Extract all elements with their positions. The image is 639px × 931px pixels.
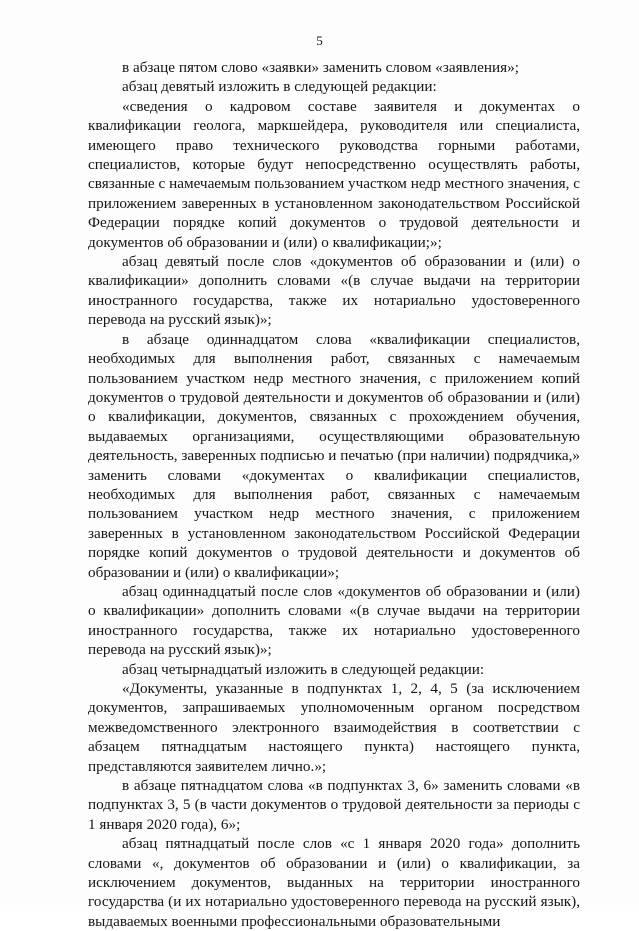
paragraph-2: абзац девятый изложить в следующей редакции: <box>122 78 437 96</box>
paragraph-4: абзац девятый после слов «документов об образовании и (или) о квалификации» дополнить словами «(в случае выдачи на территории иностранного государства, также их нотариально удостоверенного перевода на русский язык)»; <box>88 253 580 329</box>
paragraph-3: «сведения о кадровом составе заявителя и документах о квалификации геолога, маркшейдера, руководителя или специалиста, имеющего право технического руководства горными работами, специалистов, которые будут непосредственно осуществлять работы, связанные с намечаемым пользованием участком недр местного значения, с приложением заверенных в установленном законодательством Российской Федерации порядке копий документов о трудовой деятельности и документов об образовании и (или) о квалификации;»; <box>88 97 580 251</box>
document-body <box>88 58 580 931</box>
paragraph-10: абзац пятнадцатый после слов «с 1 января 2020 года» дополнить словами «, документов об образовании и (или) о квалификации, за исключением документов, выданных на территории иностранного государства (и их нотариально удостоверенного перевода на русский язык), выдаваемых военными профессиональными образовательными <box>88 835 580 930</box>
paragraph-6: абзац одиннадцатый после слов «документов об образовании и (или) о квалификации» дополнить словами «(в случае выдачи на территории иностранного государства, также их нотариально удостоверенного перевода на русский язык)»; <box>88 582 580 659</box>
paragraph-9: в абзаце пятнадцатом слова «в подпунктах 3, 6» заменить словами «в подпунктах 3, 5 (в части документов о трудовой деятельности за периоды с 1 января 2020 года), 6»; <box>88 777 580 833</box>
paragraph-1: в абзаце пятом слово «заявки» заменить словом «заявления»; <box>122 59 519 76</box>
page-number: 5 <box>316 33 323 48</box>
paragraph-5: в абзаце одиннадцатом слова «квалификации специалистов, необходимых для выполнения работ, связанных с намечаемым пользованием участком недр местного значения, с приложением копий документов о трудовой деятельности и документов об образовании и (или) о квалификации, документов, связанных с прохождением обучения, выдаваемых организациями, осуществляющими образовательную деятельность, заверенных подписью и печатью (при наличии) подрядчика,» заменить словами «документах о квалификации специалистов, необходимых для выполнения работ, связанных с намечаемым пользованием участком недр местного значения, с приложением заверенных в установленном законодательством Российской Федерации порядке копий документов о трудовой деятельности и документов об образовании и (или) о квалификации»; <box>88 330 580 581</box>
paragraph-8: «Документы, указанные в подпунктах 1, 2, 4, 5 (за исключением документов, запрашиваемых уполномоченным органом посредством межведомственного электронного взаимодействия в соответствии с абзацем пятнадцатым настоящего пункта) настоящего пункта, представляются заявителем лично.»; <box>88 680 580 775</box>
paragraph-7: абзац четырнадцатый изложить в следующей редакции: <box>122 660 485 678</box>
